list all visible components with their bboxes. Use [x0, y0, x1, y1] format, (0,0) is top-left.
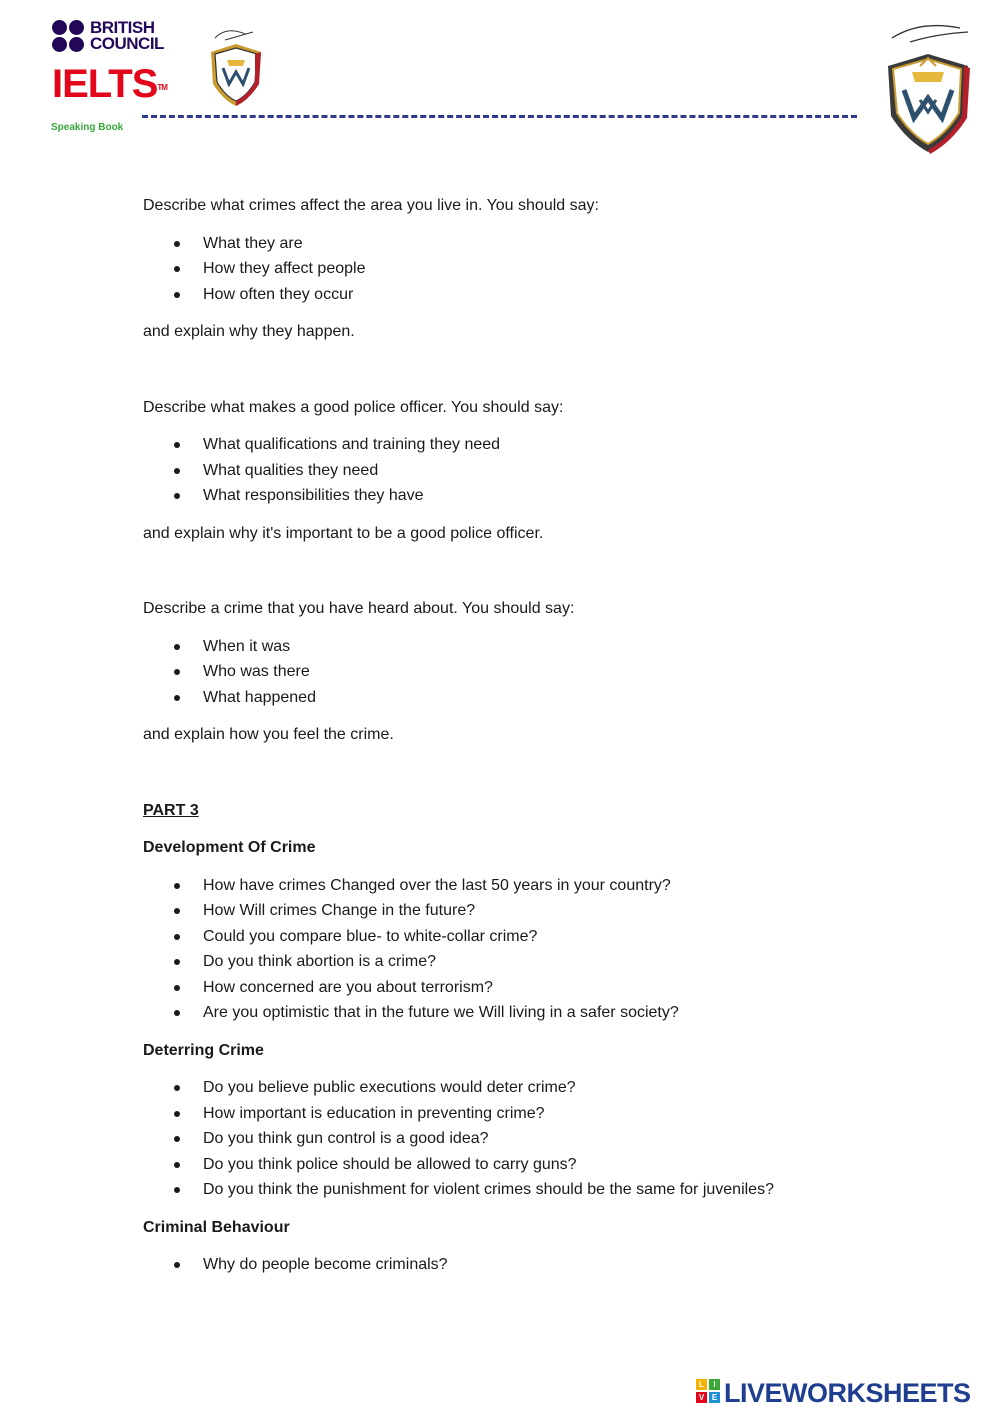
list-item: Why do people become criminals? [203, 1252, 903, 1278]
list-item: What they are [203, 231, 903, 257]
speaking-book-label: Speaking Book [51, 122, 124, 133]
liveworksheets-wordmark: LIVEWORKSHEETS [724, 1378, 971, 1408]
question-list [143, 1252, 903, 1278]
ielts-logo [52, 64, 167, 104]
cue-card-points [143, 634, 903, 711]
british-council-dots-icon [52, 20, 86, 54]
cue-card-closing: and explain why they happen. [143, 323, 355, 340]
section-criminal-behaviour [143, 1215, 903, 1278]
list-item: Could you compare blue- to white-collar crime? [203, 924, 903, 950]
list-item: Do you think gun control is a good idea? [203, 1126, 903, 1152]
question-list [143, 873, 903, 1026]
list-item: How Will crimes Change in the future? [203, 898, 903, 924]
question-list [143, 1075, 903, 1203]
cue-card-points [143, 231, 903, 308]
cue-card-points [143, 432, 903, 509]
section-development-of-crime [143, 835, 903, 1026]
list-item: When it was [203, 634, 903, 660]
list-item: What qualifications and training they need [203, 432, 903, 458]
montfort-crest-large-icon [880, 20, 976, 156]
liveworksheets-mark-icon: L I V E [696, 1379, 722, 1405]
section-heading: Deterring Crime [143, 1041, 264, 1059]
list-item: Are you optimistic that in the future we Will living in a safer society? [203, 1000, 903, 1026]
section-deterring-crime [143, 1038, 903, 1203]
part-3-title: PART 3 [143, 801, 199, 819]
cue-card-closing: and explain how you feel the crime. [143, 726, 394, 743]
list-item: Do you think abortion is a crime? [203, 949, 903, 975]
cue-card-2 [143, 395, 903, 547]
brand-line-2: COUNCIL [90, 34, 164, 53]
list-item: How important is education in preventing crime? [203, 1101, 903, 1127]
brand-line-1: BRITISH [90, 18, 155, 37]
cue-card-closing: and explain why it's important to be a good police officer. [143, 524, 544, 542]
cue-card-3 [143, 596, 903, 748]
list-item: How they affect people [203, 256, 903, 282]
british-council-logo [52, 20, 172, 56]
cue-card-1 [143, 193, 903, 345]
list-item: What responsibilities they have [203, 483, 903, 509]
header-divider [142, 115, 857, 118]
list-item: How have crimes Changed over the last 50 years in your country? [203, 873, 903, 899]
cue-card-prompt: Describe what crimes affect the area you live in. You should say: [143, 197, 599, 214]
cue-card-prompt: Describe what makes a good police officer. You should say: [143, 398, 564, 416]
list-item: What qualities they need [203, 458, 903, 484]
list-item: How often they occur [203, 282, 903, 308]
worksheet-content [143, 193, 903, 1290]
trademark-mark: TM [157, 83, 167, 92]
list-item: Who was there [203, 659, 903, 685]
list-item: What happened [203, 685, 903, 711]
section-heading: Criminal Behaviour [143, 1218, 290, 1236]
list-item: Do you think the punishment for violent crimes should be the same for juveniles? [203, 1177, 903, 1203]
list-item: Do you think police should be allowed to carry guns? [203, 1152, 903, 1178]
liveworksheets-logo [696, 1376, 996, 1410]
list-item: Do you believe public executions would deter crime? [203, 1075, 903, 1101]
list-item: How concerned are you about terrorism? [203, 975, 903, 1001]
section-heading: Development Of Crime [143, 839, 316, 856]
ielts-wordmark: IELTS [52, 62, 158, 106]
montfort-crest-small-icon [205, 24, 267, 108]
cue-card-prompt: Describe a crime that you have heard about. You should say: [143, 600, 575, 617]
british-council-wordmark [90, 20, 164, 52]
